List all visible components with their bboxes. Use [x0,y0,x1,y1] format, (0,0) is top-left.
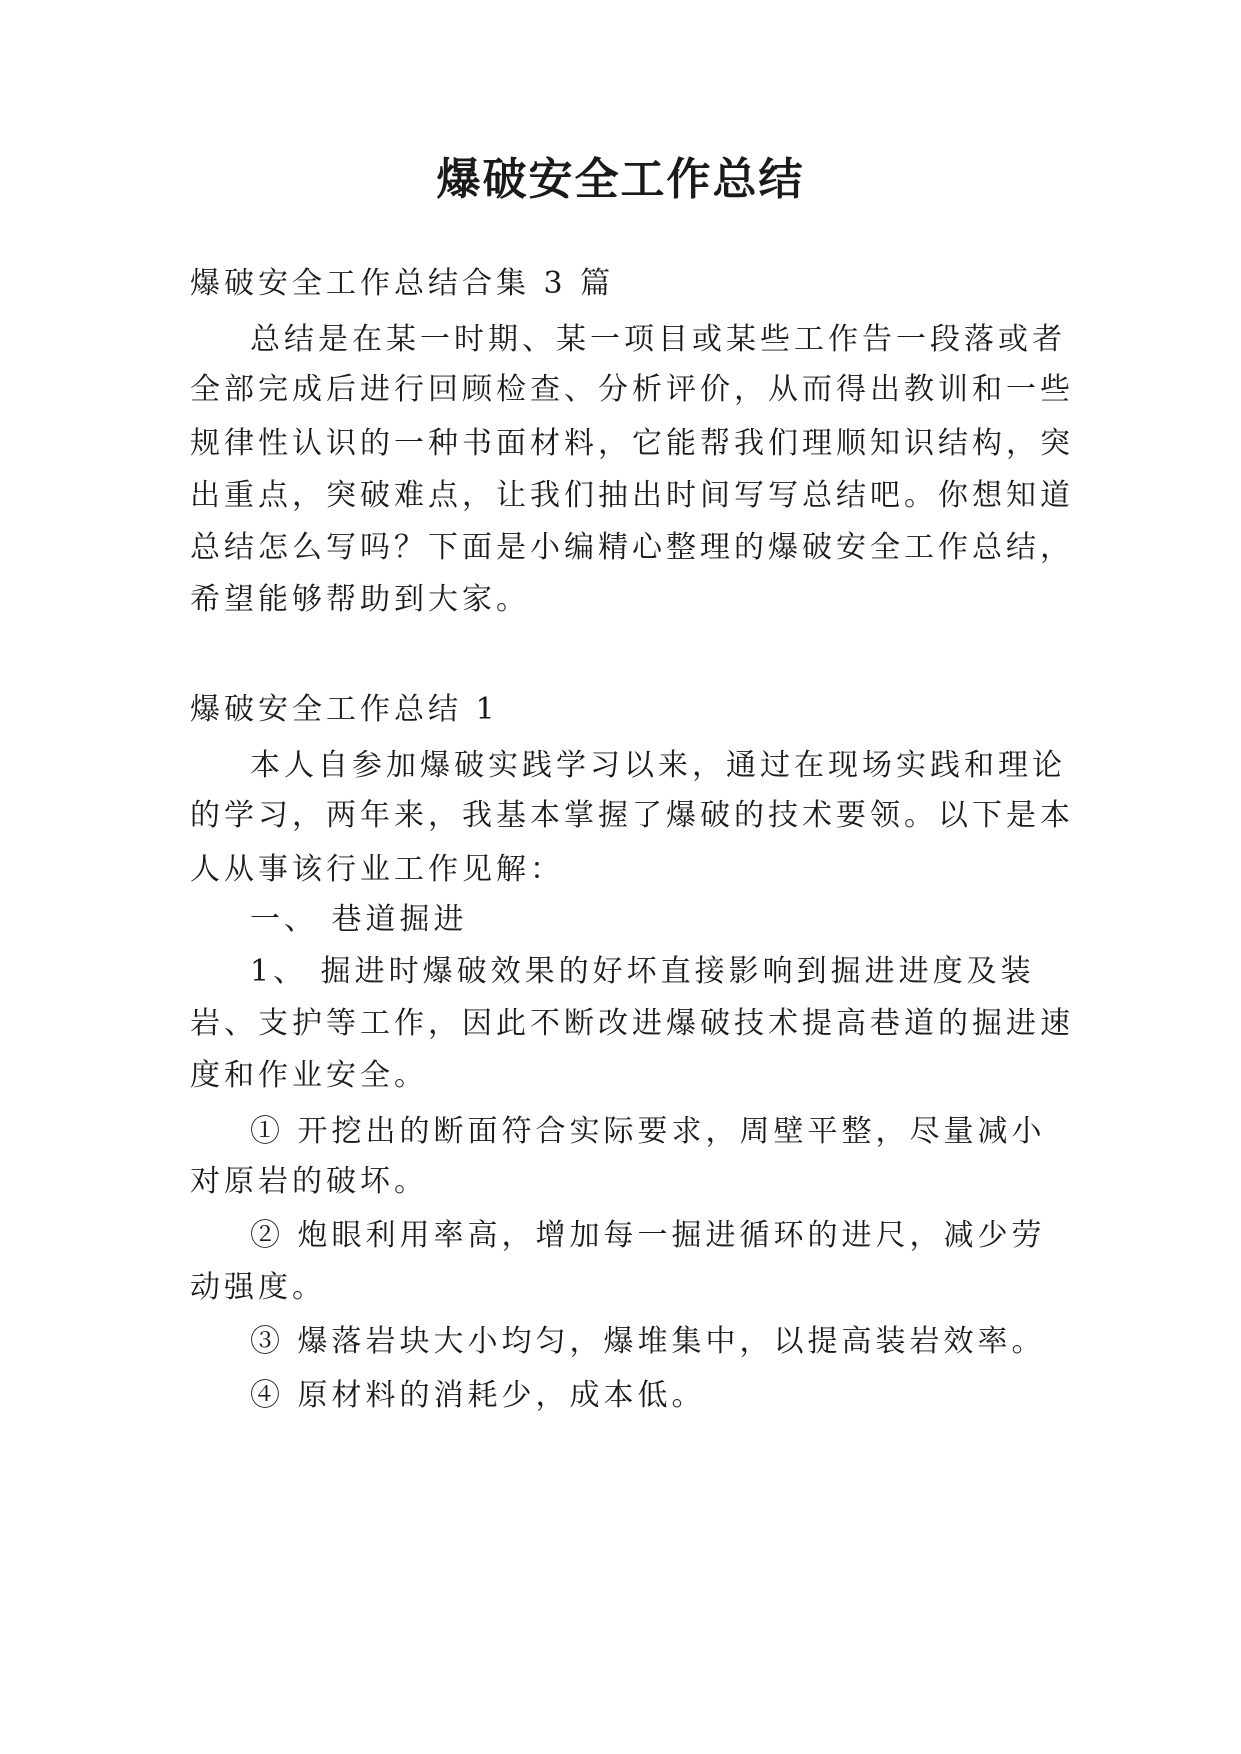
section-heading: 爆破安全工作总结 1 [190,692,499,727]
list-item: ② 炮眼利用率高，增加每一掘进循环的进尺，减少劳 [250,1218,1046,1253]
paragraph-line: 规律性认识的一种书面材料，它能帮我们理顺知识结构，突 [190,426,1074,461]
list-item: 1、 掘进时爆破效果的好坏直接影响到掘进进度及装 [250,954,1035,989]
paragraph-line: 的学习，两年来，我基本掌握了爆破的技术要领。以下是本 [190,798,1074,833]
list-item: ③ 爆落岩块大小均匀，爆堆集中，以提高装岩效率。 [250,1324,1046,1359]
paragraph-line: 对原岩的破坏。 [190,1164,428,1199]
paragraph-line: 度和作业安全。 [190,1058,428,1093]
paragraph-line: 人从事该行业工作见解： [190,852,564,887]
paragraph-line: 全部完成后进行回顾检查、分析评价，从而得出教训和一些 [190,372,1074,407]
paragraph-line: 动强度。 [190,1270,326,1305]
subsection-heading: 一、 巷道掘进 [250,902,468,937]
paragraph-line: 总结是在某一时期、某一项目或某些工作告一段落或者 [250,322,1066,357]
paragraph-line: 出重点，突破难点，让我们抽出时间写写总结吧。你想知道 [190,478,1074,513]
paragraph-line: 希望能够帮助到大家。 [190,582,530,617]
list-item: ④ 原材料的消耗少，成本低。 [250,1378,706,1413]
paragraph-line: 本人自参加爆破实践学习以来，通过在现场实践和理论 [250,748,1066,783]
document-title: 爆破安全工作总结 [436,154,805,205]
collection-heading: 爆破安全工作总结合集 3 篇 [190,266,615,301]
paragraph-line: 总结怎么写吗？下面是小编精心整理的爆破安全工作总结， [190,530,1074,565]
paragraph-line: 岩、支护等工作，因此不断改进爆破技术提高巷道的掘进速 [190,1006,1074,1041]
list-item: ① 开挖出的断面符合实际要求，周壁平整，尽量减小 [250,1114,1046,1149]
